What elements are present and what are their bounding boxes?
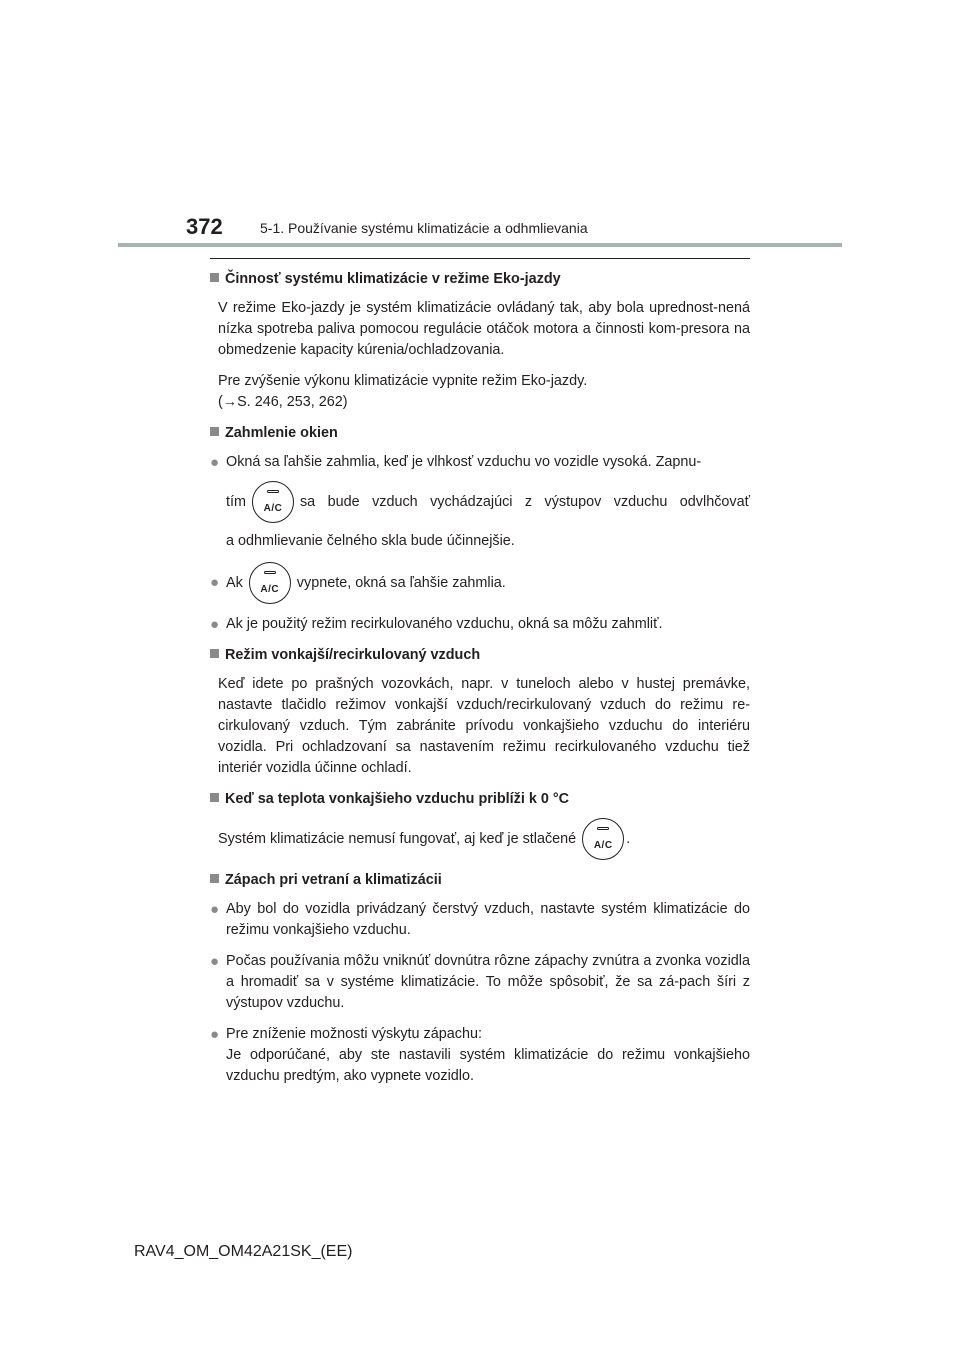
page-content bbox=[210, 258, 750, 1097]
header-divider bbox=[118, 243, 842, 247]
square-bullet-icon bbox=[210, 273, 219, 282]
heading-recirc: Režim vonkajší/recirkulovaný vzduch bbox=[210, 645, 750, 666]
odor-bullet-2: ● Počas používania môžu vniknúť dovnútra rôzne zápachy zvnútra a zvonka vozidla a hromadiť sa v systéme klimatizácie. To môže spôsobiť, že sa zá-pach šíri z výstupov vzduchu. bbox=[210, 951, 750, 1014]
ac-button-icon: A/C bbox=[582, 818, 624, 860]
page-reference: (→S. 246, 253, 262) bbox=[218, 394, 348, 410]
heading-eco: Činnosť systému klimatizácie v režime Eko-jazdy bbox=[210, 269, 750, 290]
circle-bullet-icon: ● bbox=[210, 616, 220, 633]
ac-button-icon: A/C bbox=[252, 481, 294, 523]
circle-bullet-icon: ● bbox=[210, 1026, 220, 1043]
fog-bullet-2: ● Ak A/C vypnete, okná sa ľahšie zahmlia. bbox=[210, 562, 750, 604]
circle-bullet-icon: ● bbox=[210, 574, 220, 591]
content-divider bbox=[210, 258, 750, 259]
circle-bullet-icon: ● bbox=[210, 454, 220, 471]
square-bullet-icon bbox=[210, 427, 219, 436]
heading-odor: Zápach pri vetraní a klimatizácii bbox=[210, 870, 750, 891]
fog-bullet-3: ● Ak je použitý režim recirkulovaného vzduchu, okná sa môžu zahmliť. bbox=[210, 616, 663, 633]
fog-bullet-1: ● Okná sa ľahšie zahmlia, keď je vlhkosť vzduchu vo vozidle vysoká. Zapnu- tím A/C sa bude vzduch vychádzajúci z výstupov vzduchu odvlhčovať a odhmlievanie čelného skla bude účinnejšie. bbox=[210, 452, 750, 552]
circle-bullet-icon: ● bbox=[210, 901, 220, 918]
square-bullet-icon bbox=[210, 874, 219, 883]
eco-paragraph-1: V režime Eko-jazdy je systém klimatizácie ovládaný tak, aby bola uprednost-nená nízka spotreba paliva pomocou regulácie otáčok motora a činnosti kom-presora na obmedzenie kapacity kúrenia/ochladzovania. bbox=[218, 300, 750, 358]
heading-fog: Zahmlenie okien bbox=[210, 423, 750, 444]
page-number: 372 bbox=[186, 214, 223, 239]
heading-temp: Keď sa teplota vonkajšieho vzduchu priblíži k 0 °C bbox=[210, 789, 750, 810]
square-bullet-icon bbox=[210, 649, 219, 658]
eco-paragraph-2: Pre zvýšenie výkonu klimatizácie vypnite režim Eko-jazdy. (→S. 246, 253, 262) bbox=[218, 373, 588, 410]
square-bullet-icon bbox=[210, 793, 219, 802]
temp-paragraph: Systém klimatizácie nemusí fungovať, aj keď je stlačené A/C . bbox=[210, 818, 750, 860]
section-header: 5-1. Používanie systému klimatizácie a odhmlievania bbox=[260, 220, 588, 236]
recirc-paragraph: Keď idete po prašných vozovkách, napr. v tuneloch alebo v hustej premávke, nastavte tlačidlo režimov vonkajší vzduch/recirkulovaný vzduch do režimu re-cirkulovaný vzduch. Tým zabránite prívodu vonkajšieho vzduchu do interiéru vozidla. Pri ochladzovaní sa nastavením režimu recirkulovaného vzduchu tiež interiér vozidla účinne ochladí. bbox=[218, 676, 750, 776]
circle-bullet-icon: ● bbox=[210, 953, 220, 970]
odor-bullet-1: ● Aby bol do vozidla privádzaný čerstvý vzduch, nastavte systém klimatizácie do režimu vonkajšieho vzduchu. bbox=[210, 899, 750, 941]
document-code: RAV4_OM_OM42A21SK_(EE) bbox=[134, 1243, 353, 1260]
odor-bullet-3: ● Pre zníženie možnosti výskytu zápachu: Je odporúčané, aby ste nastavili systém klimatizácie do režimu vonkajšieho vzduchu predtým, ako vypnete vozidlo. bbox=[210, 1024, 750, 1087]
ac-button-icon: A/C bbox=[249, 562, 291, 604]
